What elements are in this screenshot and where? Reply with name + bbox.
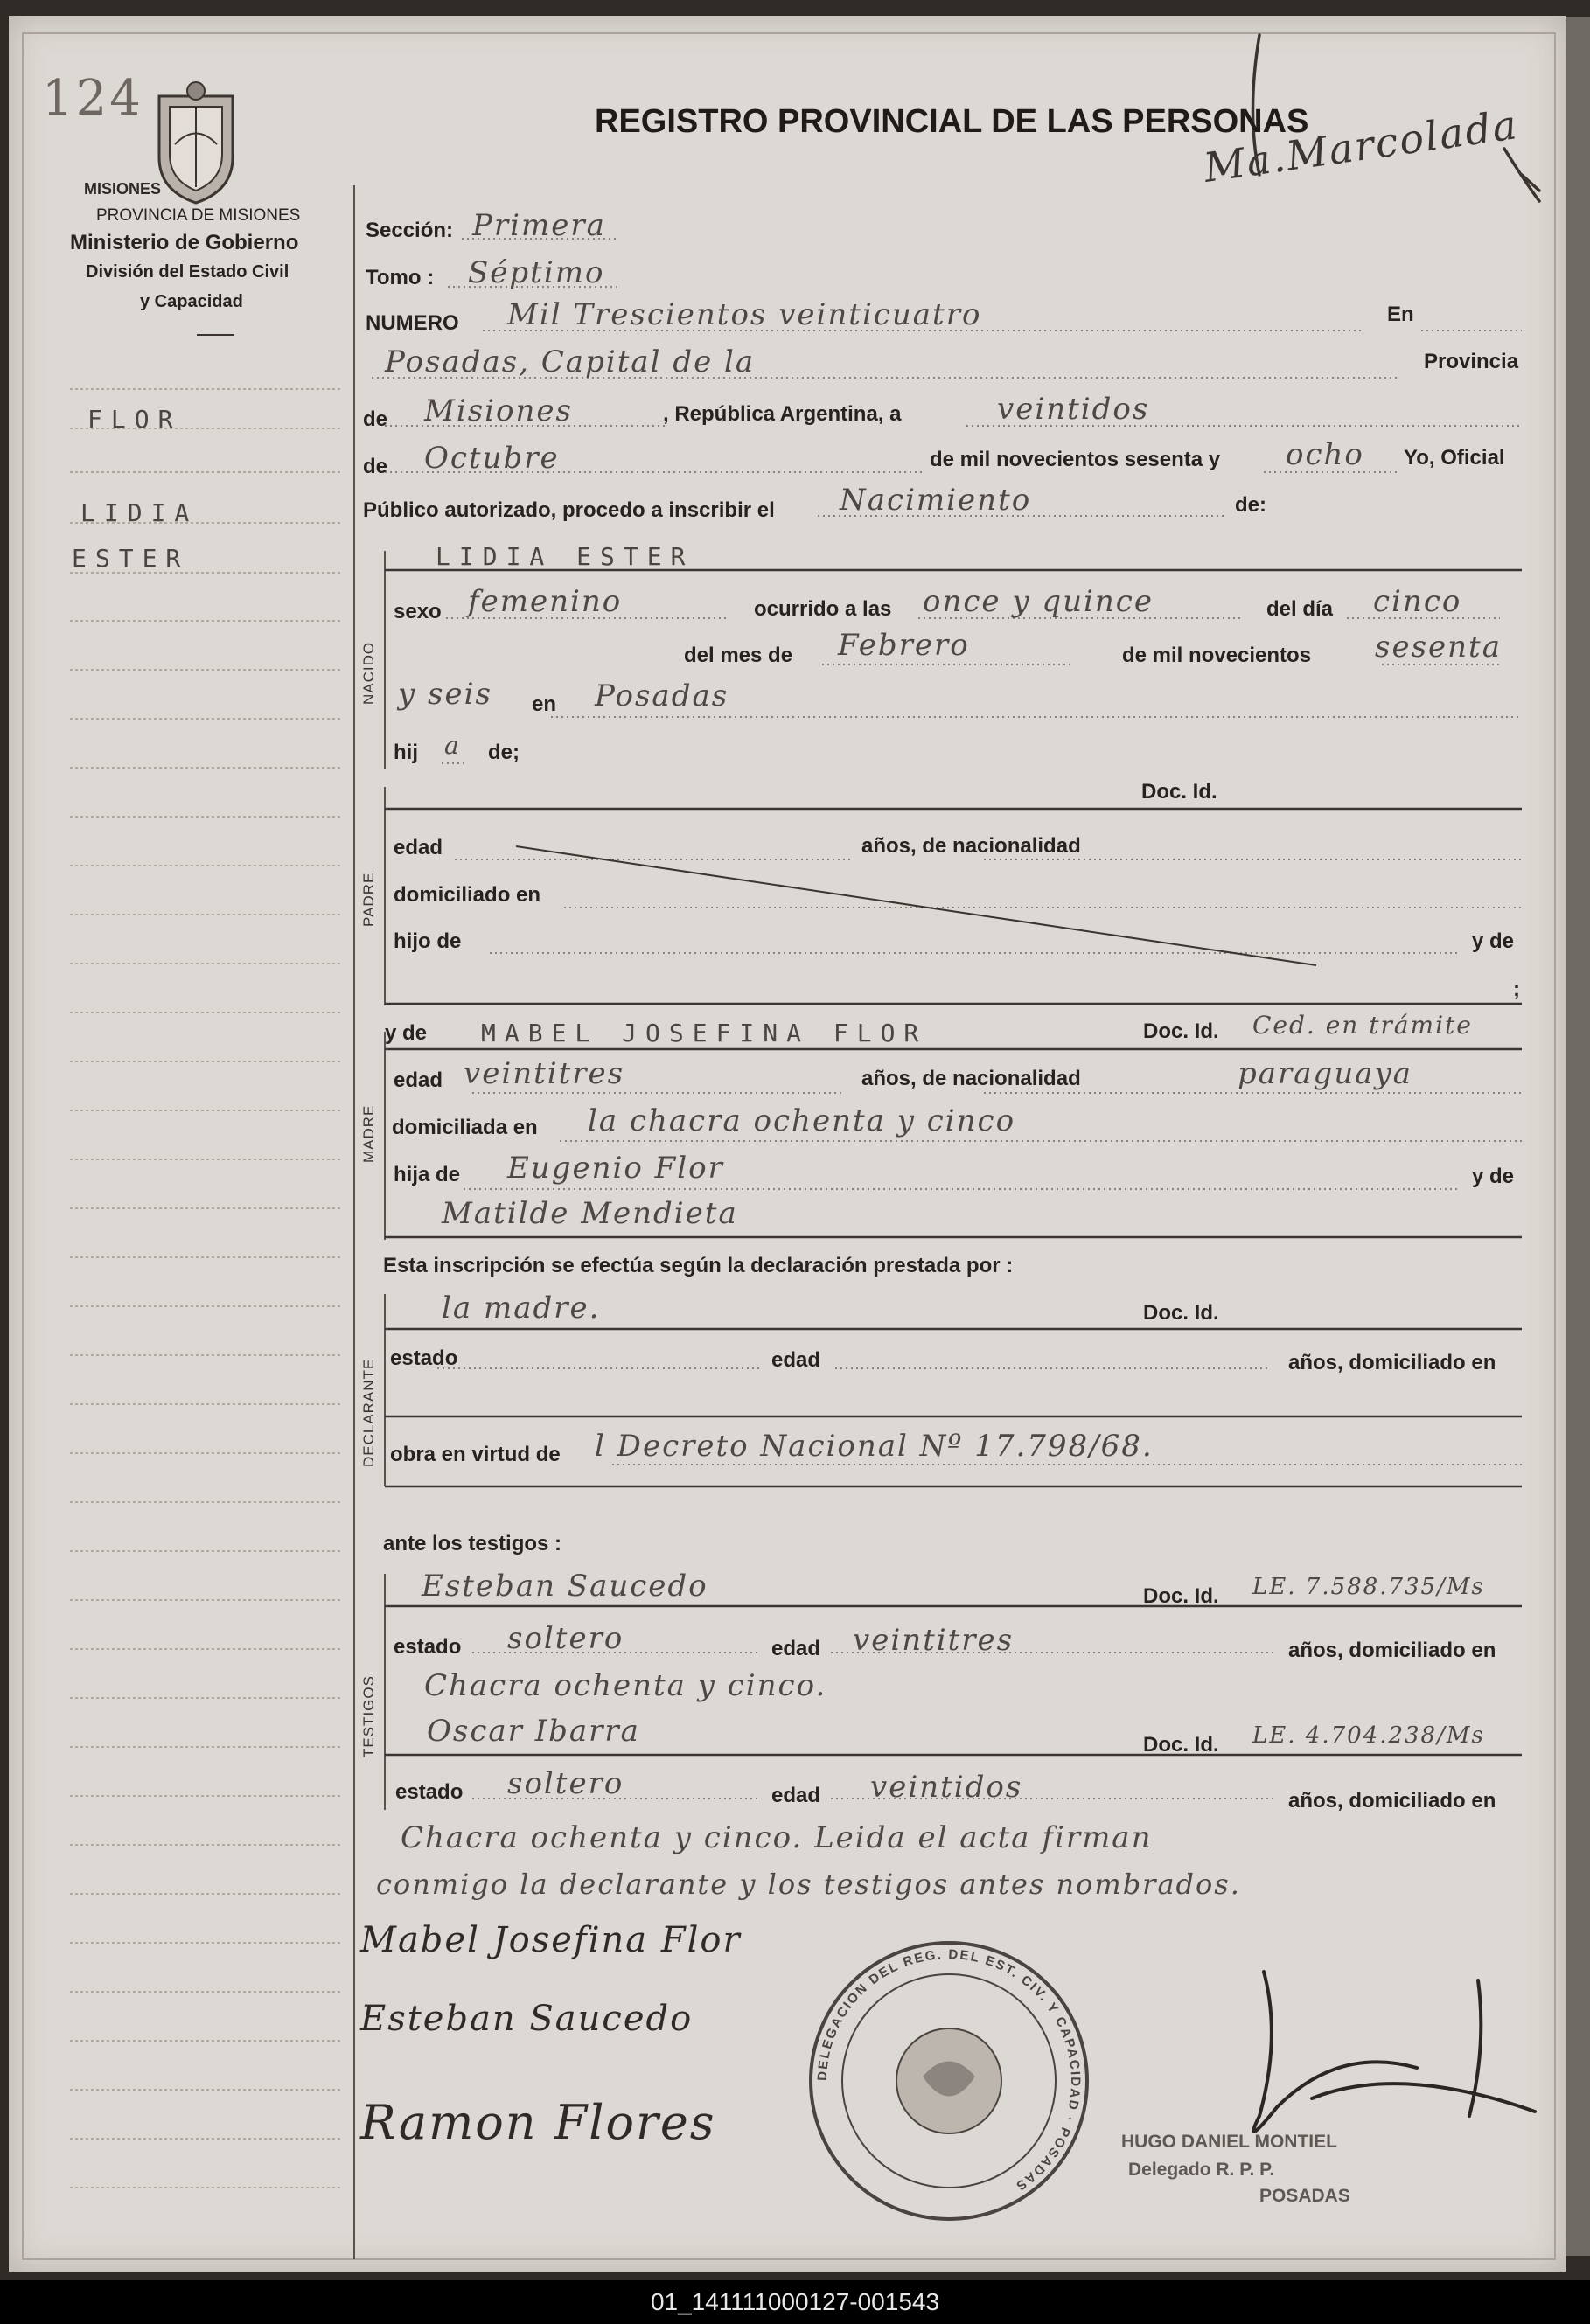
mes-label: del mes de (684, 644, 793, 667)
birth-place-value: Posadas (595, 678, 729, 713)
witness2-estado-value: soltero (507, 1766, 624, 1801)
tomo-label: Tomo : (366, 266, 435, 289)
section-declarante: DECLARANTE (360, 1358, 377, 1467)
corner-note: Ma.Marcolada (1201, 101, 1522, 191)
de-month-label: de (363, 455, 388, 478)
officer-signature (1253, 1972, 1535, 2132)
padre-nacionalidad-label: años, de nacionalidad (861, 834, 1081, 858)
witness1-estado-label: estado (394, 1635, 462, 1659)
madre-doc-label: Doc. Id. (1143, 1019, 1219, 1043)
maternal-grandfather: Eugenio Flor (507, 1151, 724, 1186)
year-value: ocho (1286, 437, 1364, 472)
margin-note-first-name: LIDIA (80, 498, 199, 527)
witness2-name: Oscar Ibarra (427, 1714, 640, 1749)
en-label: En (1387, 303, 1414, 326)
padre-hijo-label: hijo de (394, 929, 462, 953)
padre-yde-label: y de (1472, 929, 1515, 953)
mother-name: MABEL JOSEFINA FLOR (481, 1019, 928, 1047)
margin-note-second-name: ESTER (72, 544, 190, 573)
madre-domicilio-value: la chacra ochenta y cinco (588, 1103, 1016, 1138)
officer-location: POSADAS (1259, 2186, 1350, 2206)
witness1-name: Esteban Saucedo (422, 1569, 708, 1604)
hour-value: once y quince (923, 584, 1154, 619)
madre-edad-label: edad (394, 1068, 443, 1092)
madre-yde2-label: y de (1472, 1165, 1515, 1188)
de-label: de (363, 407, 388, 431)
madre-nacionalidad-value: paraguaya (1238, 1056, 1412, 1091)
numero-label: NUMERO (366, 311, 459, 335)
numero-value: Mil Trescientos veinticuatro (507, 297, 982, 332)
month-value: Octubre (424, 441, 560, 476)
witness1-edad-label: edad (771, 1637, 821, 1660)
year-label: de mil novecientos sesenta y (930, 448, 1221, 471)
witness1-domicilio-label: años, domiciliado en (1288, 1639, 1496, 1662)
margin-note-surname: FLOR (87, 405, 182, 434)
madre-edad-value: veintitres (464, 1056, 625, 1091)
testigos-label: ante los testigos : (383, 1532, 562, 1555)
birth-year-value: sesenta (1375, 630, 1502, 664)
witness2-doc-value: LE. 4.704.238/Ms (1252, 1722, 1485, 1749)
seccion-label: Sección: (366, 219, 454, 242)
declaracion-label: Esta inscripción se efectúa según la declaración prestada por : (383, 1254, 1014, 1277)
footer-id: 01_141111000127-001543 (650, 2288, 940, 2315)
maternal-grandmother: Matilde Mendieta (442, 1196, 738, 1231)
province-name: PROVINCIA DE MISIONES (96, 206, 301, 225)
section-madre: MADRE (360, 1104, 377, 1163)
division-line2: y Capacidad (140, 292, 243, 311)
officer-name: HUGO DANIEL MONTIEL (1121, 2132, 1337, 2152)
witness1-estado-value: soltero (507, 1621, 624, 1656)
birth-day-value: cinco (1373, 584, 1462, 619)
provincia-label: Provincia (1424, 350, 1519, 373)
padre-semicolon: ; (1513, 978, 1520, 1001)
mil-label: de mil novecientos (1122, 644, 1312, 667)
witness2-doc-label: Doc. Id. (1143, 1733, 1219, 1757)
birth-month-value: Febrero (838, 628, 970, 663)
padre-edad-label: edad (394, 836, 443, 859)
seal-text: DELEGACION DEL REG. DEL EST. CIV. Y CAPACIDAD · POSADAS (814, 1946, 1084, 2195)
declarante-domicilio-label: años, domiciliado en (1288, 1351, 1496, 1374)
declarante-value: la madre. (442, 1291, 601, 1326)
signature-mother: Mabel Josefina Flor (360, 1920, 742, 1960)
seccion-value: Primera (472, 208, 606, 243)
place-value: Posadas, Capital de la (385, 344, 756, 379)
witness1-domicilio-value: Chacra ochenta y cinco. (424, 1668, 827, 1703)
witness1-doc-value: LE. 7.588.735/Ms (1252, 1574, 1485, 1600)
section-nacido: NACIDO (360, 641, 377, 705)
obra-value: l Decreto Nacional Nº 17.798/68. (595, 1429, 1154, 1464)
official-seal (811, 1943, 1087, 2219)
day-value: veintidos (997, 392, 1150, 427)
madre-domicilio-label: domiciliada en (392, 1116, 538, 1139)
emblem-label: MISIONES (84, 180, 162, 198)
witness1-edad-value: veintitres (853, 1623, 1015, 1658)
madre-hija-label: hija de (394, 1163, 461, 1186)
en-label-birth: en (532, 692, 557, 716)
ocurrido-label: ocurrido a las (754, 597, 892, 621)
hij-label: hij (394, 741, 418, 764)
section-testigos: TESTIGOS (360, 1675, 377, 1757)
officer-title: Delegado R. P. P. (1128, 2160, 1275, 2180)
child-name: LIDIA ESTER (436, 542, 694, 571)
hij-value: a (444, 731, 461, 760)
hij-de-label: de; (488, 741, 520, 764)
dia-label: del día (1266, 597, 1334, 621)
declarante-edad-label: edad (771, 1348, 821, 1372)
publico-label: Público autorizado, procedo a inscribir el (363, 498, 775, 522)
page-number: 124 (42, 70, 143, 127)
madre-doc-value: Ced. en trámite (1252, 1011, 1473, 1040)
witness2-estado-label: estado (395, 1780, 464, 1804)
image-footer (0, 2280, 1590, 2324)
section-padre: PADRE (360, 872, 377, 927)
padre-doc-label: Doc. Id. (1141, 780, 1217, 804)
register-title: REGISTRO PROVINCIAL DE LAS PERSONAS (595, 103, 1309, 140)
declarante-doc-label: Doc. Id. (1143, 1301, 1219, 1325)
madre-yde-label: y de (385, 1021, 428, 1045)
closing-text: conmigo la declarante y los testigos antes nombrados. (376, 1868, 1241, 1901)
witness2-edad-label: edad (771, 1784, 821, 1807)
padre-domicilio-label: domiciliado en (394, 883, 541, 907)
republica-label: , República Argentina, a (663, 402, 902, 426)
signature-witness1: Esteban Saucedo (360, 1999, 694, 2039)
witness2-domicilio-label: años, domiciliado en (1288, 1789, 1496, 1813)
witness1-doc-label: Doc. Id. (1143, 1584, 1219, 1608)
declarante-estado-label: estado (390, 1346, 458, 1370)
province-emblem (159, 82, 233, 203)
birth-year-cont: y seis (398, 677, 492, 712)
witness2-edad-value: veintidos (870, 1770, 1023, 1805)
sexo-value: femenino (468, 584, 623, 619)
madre-nacionalidad-label: años, de nacionalidad (861, 1067, 1081, 1090)
tomo-value: Séptimo (468, 255, 605, 290)
obra-label: obra en virtud de (390, 1443, 561, 1466)
witness2-domicilio-value: Chacra ochenta y cinco. Leida el acta firman (401, 1820, 1153, 1855)
ministry-name: Ministerio de Gobierno (70, 231, 299, 254)
de-colon-label: de: (1235, 493, 1266, 517)
act-value: Nacimiento (840, 483, 1032, 518)
province-value: Misiones (424, 393, 573, 428)
sexo-label: sexo (394, 600, 442, 623)
yo-oficial-label: Yo, Oficial (1404, 446, 1505, 470)
signature-witness2: Ramon Flores (360, 2095, 716, 2150)
division-line1: División del Estado Civil (86, 262, 289, 282)
